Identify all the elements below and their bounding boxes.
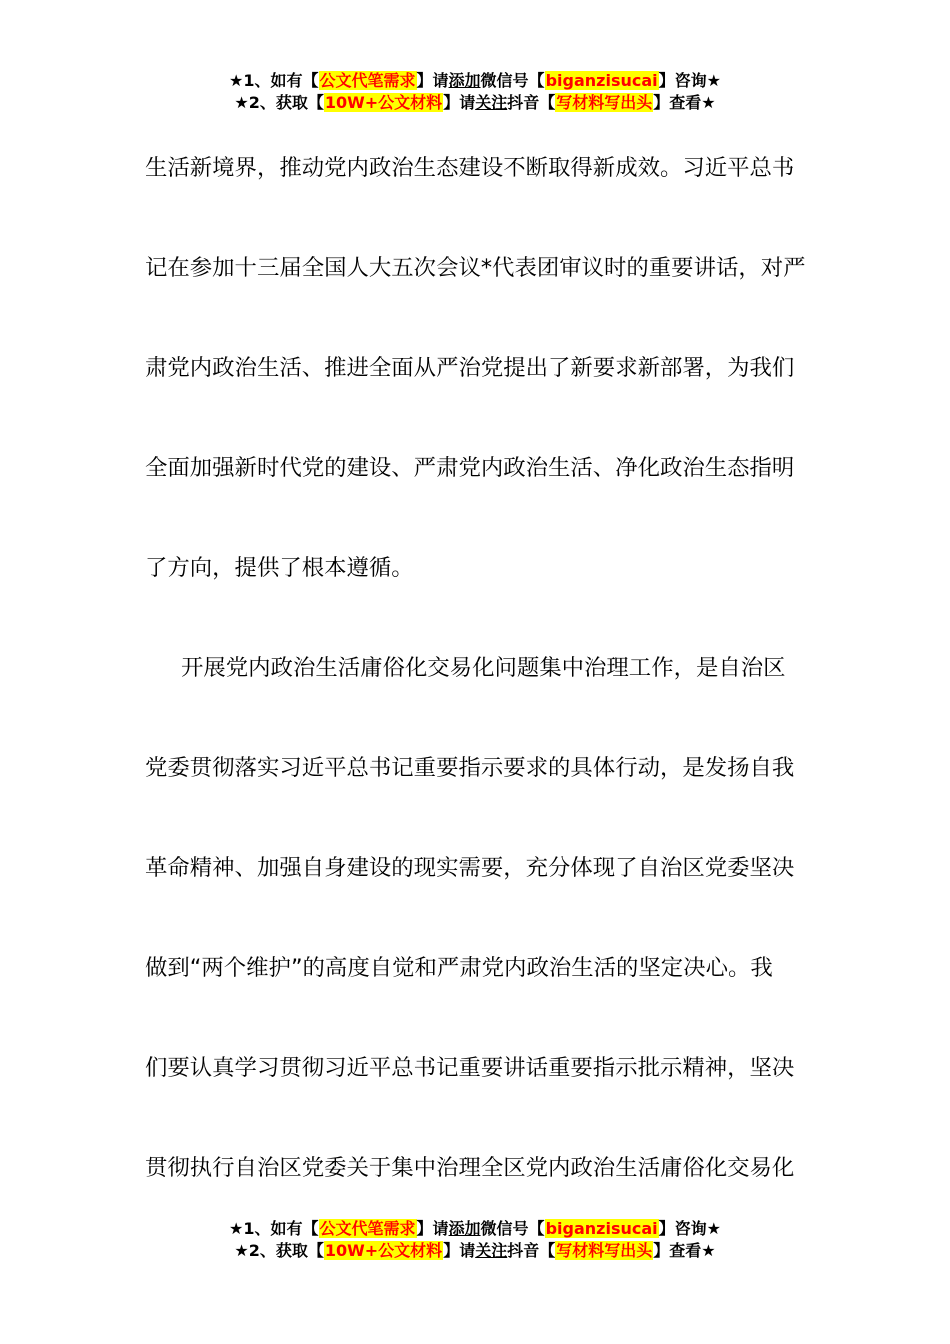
banner-text: 】咨询★ [658, 71, 721, 90]
banner-douyin-id: 写材料写出头 [556, 93, 653, 112]
banner-highlight: 10W+公文材料 [324, 1241, 443, 1260]
banner-highlight: 公文代笔需求 [319, 71, 416, 90]
body-line: 生活新境界，推动党内政治生态建设不断取得新成效。习近平总书 [145, 155, 795, 181]
banner-line-1 [0, 70, 950, 92]
body-line: 们要认真学习贯彻习近平总书记重要讲话重要指示批示精神，坚决 [145, 1055, 795, 1081]
footer-banner [0, 1218, 950, 1262]
banner-text: 】咨询★ [658, 1219, 721, 1238]
banner-highlight: 公文代笔需求 [319, 1219, 416, 1238]
body-line: 了方向，提供了根本遵循。 [145, 555, 414, 581]
banner-underline: 添加 [448, 1219, 481, 1238]
banner-douyin-id: 写材料写出头 [556, 1241, 653, 1260]
header-banner [0, 70, 950, 114]
body-line: 贯彻执行自治区党委关于集中治理全区党内政治生活庸俗化交易化 [145, 1155, 795, 1181]
banner-line-2 [0, 1240, 950, 1262]
banner-text: 】请 [443, 93, 476, 112]
banner-highlight: 10W+公文材料 [324, 93, 443, 112]
body-line: 做到“两个维护”的高度自觉和严肃党内政治生活的坚定决心。我 [145, 955, 773, 981]
banner-text: 微信号【 [480, 71, 545, 90]
banner-text: ★2、获取【 [234, 93, 324, 112]
document-body [145, 118, 807, 1218]
banner-wechat-id: biganzisucai [545, 71, 658, 90]
banner-underline: 关注 [475, 1241, 508, 1260]
banner-line-2 [0, 92, 950, 114]
banner-text: ★1、如有【 [229, 1219, 319, 1238]
banner-text: 抖音【 [507, 93, 556, 112]
banner-underline: 添加 [448, 71, 481, 90]
body-line: 全面加强新时代党的建设、严肃党内政治生活、净化政治生态指明 [145, 455, 795, 481]
banner-text: ★2、获取【 [234, 1241, 324, 1260]
banner-underline: 关注 [475, 93, 508, 112]
banner-text: 】查看★ [653, 93, 716, 112]
body-line: 记在参加十三届全国人大五次会议*代表团审议时的重要讲话，对严 [145, 255, 806, 281]
paragraph-start-line: 开展党内政治生活庸俗化交易化问题集中治理工作，是自治区 [181, 655, 786, 681]
body-line: 党委贯彻落实习近平总书记重要指示要求的具体行动，是发扬自我 [145, 755, 795, 781]
banner-text: 微信号【 [480, 1219, 545, 1238]
banner-text: 】请 [416, 71, 449, 90]
banner-text: 】请 [443, 1241, 476, 1260]
banner-line-1 [0, 1218, 950, 1240]
body-line: 肃党内政治生活、推进全面从严治党提出了新要求新部署，为我们 [145, 355, 795, 381]
body-line: 革命精神、加强自身建设的现实需要，充分体现了自治区党委坚决 [145, 855, 795, 881]
banner-text: 】查看★ [653, 1241, 716, 1260]
banner-text: ★1、如有【 [229, 71, 319, 90]
banner-wechat-id: biganzisucai [545, 1219, 658, 1238]
banner-text: 抖音【 [507, 1241, 556, 1260]
banner-text: 】请 [416, 1219, 449, 1238]
